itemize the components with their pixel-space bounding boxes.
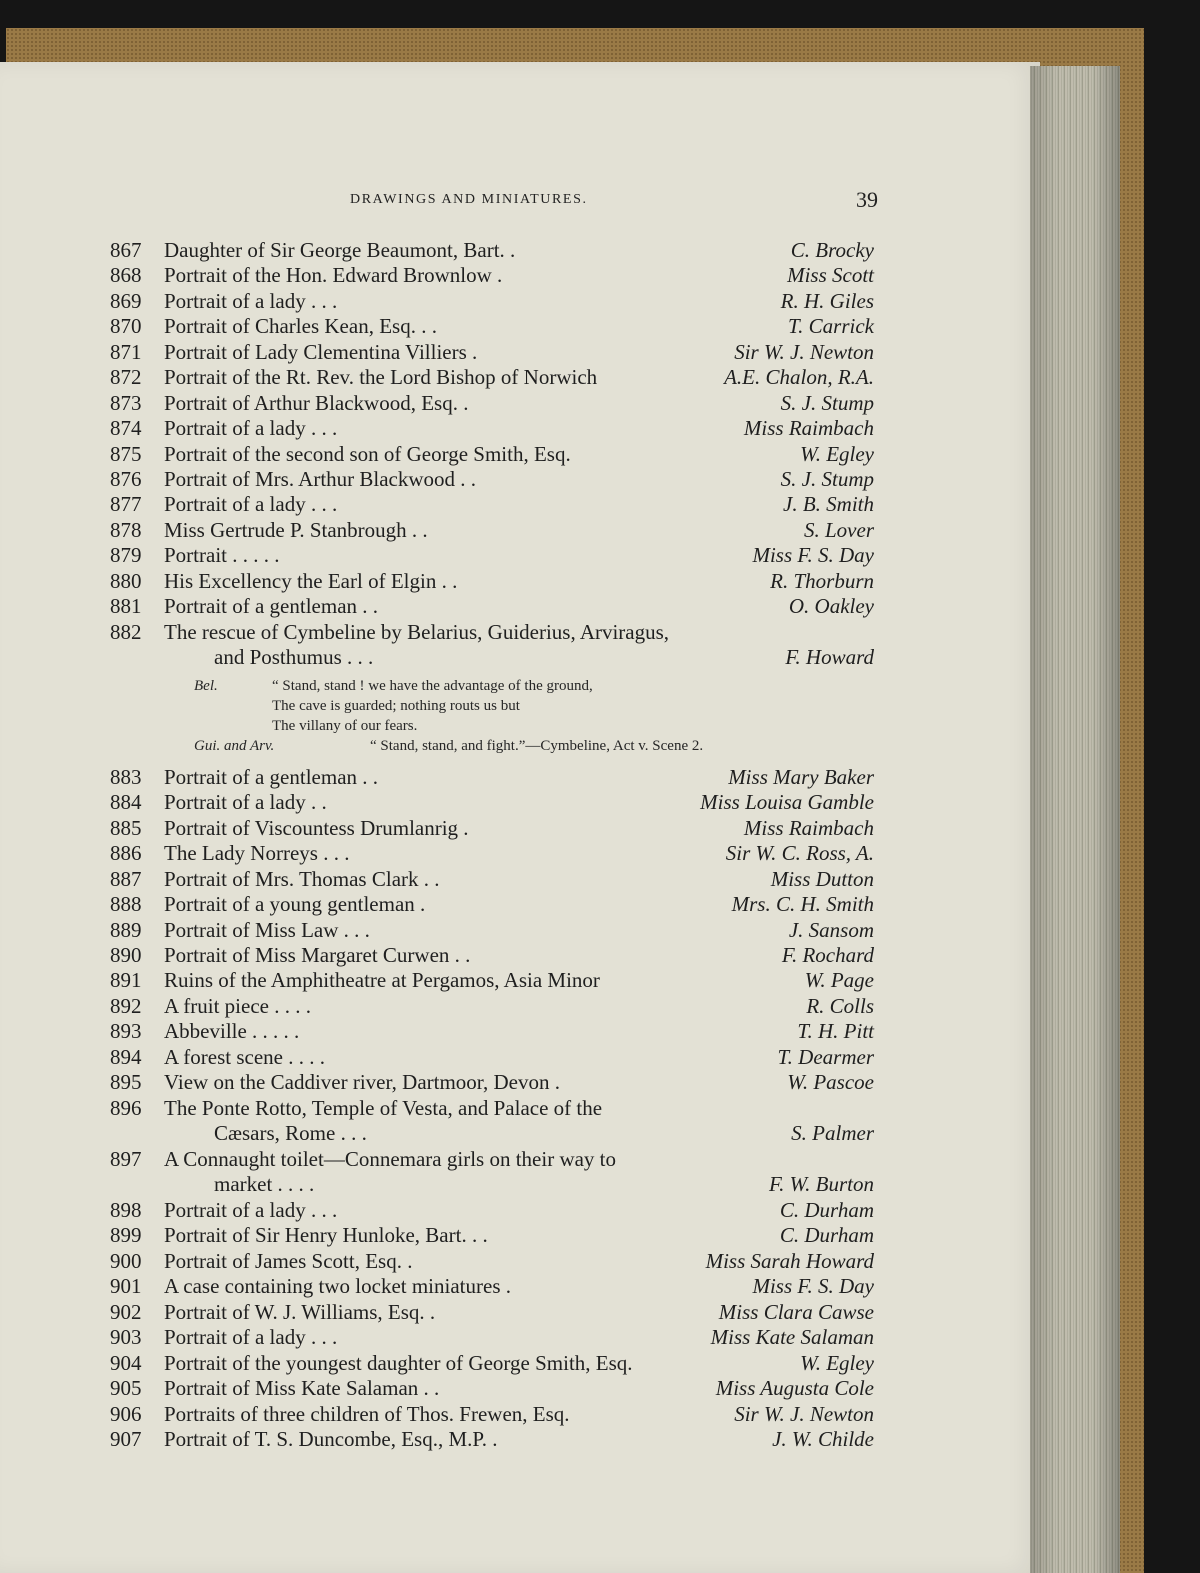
entry-artist: F. Howard xyxy=(785,645,874,669)
page-number: 39 xyxy=(856,187,878,212)
entry-title: Portrait of Mrs. Arthur Blackwood . . xyxy=(164,467,477,491)
entry-artist: S. Lover xyxy=(804,518,874,542)
entry-title: Daughter of Sir George Beaumont, Bart. . xyxy=(164,238,516,262)
catalogue-entry xyxy=(110,1069,880,1095)
entry-artist: Miss Scott xyxy=(787,263,874,287)
entry-title: Portrait of Miss Margaret Curwen . . xyxy=(164,943,471,967)
entry-title: Portrait of the Rt. Rev. the Lord Bishop of Norwich xyxy=(164,365,598,389)
entry-number: 893 xyxy=(110,1019,142,1043)
entry-number: 888 xyxy=(110,892,142,916)
catalogue-entry xyxy=(110,993,880,1019)
catalogue-entry xyxy=(110,1146,880,1172)
quotation-text: The villany of our fears. xyxy=(272,718,418,734)
catalogue-entry xyxy=(110,542,880,568)
entry-title: A case containing two locket miniatures . xyxy=(164,1274,511,1298)
entry-number: 885 xyxy=(110,816,142,840)
entry-number: 904 xyxy=(110,1351,142,1375)
entry-title-continuation: market . . . . xyxy=(214,1172,315,1196)
entry-number: 884 xyxy=(110,790,142,814)
entry-title: Portrait of a gentleman . . xyxy=(164,594,379,618)
entry-number: 887 xyxy=(110,867,142,891)
entry-artist: F. W. Burton xyxy=(768,1172,874,1196)
entry-number: 903 xyxy=(110,1325,142,1349)
catalogue-entry-continuation xyxy=(110,1171,880,1197)
entry-title: Portrait of Miss Kate Salaman . . xyxy=(164,1376,440,1400)
entry-title: View on the Caddiver river, Dartmoor, Devon . xyxy=(164,1070,560,1094)
entry-title: A Connaught toilet—Connemara girls on their way to xyxy=(164,1147,617,1171)
quotation-text: The cave is guarded; nothing routs us but xyxy=(272,698,520,714)
entry-artist: R. Colls xyxy=(806,994,874,1018)
catalogue-entry xyxy=(110,1044,880,1070)
entry-number: 899 xyxy=(110,1223,142,1247)
entry-title: Ruins of the Amphitheatre at Pergamos, Asia Minor xyxy=(164,968,600,992)
entry-number: 896 xyxy=(110,1096,142,1120)
entry-number: 901 xyxy=(110,1274,142,1298)
entry-number: 907 xyxy=(110,1427,142,1451)
catalogue-entry xyxy=(110,942,880,968)
entry-title: Abbeville . . . . . xyxy=(164,1019,300,1043)
catalogue-entry xyxy=(110,619,880,645)
entry-title: Portrait of Charles Kean, Esq. . . xyxy=(164,314,437,338)
entry-number: 906 xyxy=(110,1402,142,1426)
catalogue-entry xyxy=(110,1095,880,1121)
catalogue-entry xyxy=(110,789,880,815)
quotation-speaker: Gui. and Arv. xyxy=(194,738,275,754)
entry-number: 880 xyxy=(110,569,142,593)
catalogue-entry xyxy=(110,967,880,993)
entry-title: Portrait of a lady . . . xyxy=(164,492,338,516)
catalogue-entry xyxy=(110,390,880,416)
catalogue-entry xyxy=(110,364,880,390)
page-header xyxy=(110,187,880,214)
entry-artist: W. Pascoe xyxy=(787,1070,874,1094)
entry-artist: Miss F. S. Day xyxy=(752,1274,874,1298)
entry-number: 867 xyxy=(110,238,142,262)
catalogue-entry xyxy=(110,491,880,517)
quotation-text: “ Stand, stand, and fight.”—Cymbeline, Act v. Scene 2. xyxy=(370,738,704,754)
quotation-text: “ Stand, stand ! we have the advantage of the ground, xyxy=(272,678,593,694)
catalogue-entry xyxy=(110,1222,880,1248)
entry-number: 902 xyxy=(110,1300,142,1324)
catalogue-entry xyxy=(110,441,880,467)
entry-title: Portrait of a lady . . . xyxy=(164,289,338,313)
entry-artist: J. W. Childe xyxy=(772,1427,874,1451)
entry-artist: Sir W. C. Ross, A. xyxy=(725,841,874,865)
entry-title: Portrait . . . . . xyxy=(164,543,280,567)
entry-number: 898 xyxy=(110,1198,142,1222)
entry-title: The rescue of Cymbeline by Belarius, Guiderius, Arviragus, xyxy=(164,620,670,644)
entry-title: Portrait of Miss Law . . . xyxy=(164,918,370,942)
quotation-line xyxy=(110,716,880,736)
catalogue-entry xyxy=(110,313,880,339)
entry-artist: R. Thorburn xyxy=(770,569,874,593)
entry-artist: Sir W. J. Newton xyxy=(734,340,874,364)
entry-number: 868 xyxy=(110,263,142,287)
catalogue-entry xyxy=(110,1426,880,1452)
entry-title-continuation: Cæsars, Rome . . . xyxy=(214,1121,367,1145)
entry-artist: S. J. Stump xyxy=(780,467,874,491)
entry-number: 882 xyxy=(110,620,142,644)
entry-artist: T. Carrick xyxy=(788,314,874,338)
entry-artist: Miss Clara Cawse xyxy=(718,1300,874,1324)
entry-title: Portrait of W. J. Williams, Esq. . xyxy=(164,1300,436,1324)
entry-number: 890 xyxy=(110,943,142,967)
entry-title: Portrait of Mrs. Thomas Clark . . xyxy=(164,867,440,891)
entry-title-continuation: and Posthumus . . . xyxy=(214,645,374,669)
catalogue-entry xyxy=(110,262,880,288)
entry-number: 883 xyxy=(110,765,142,789)
catalogue-entry xyxy=(110,288,880,314)
page-edges-shade xyxy=(1030,66,1120,1573)
entry-number: 889 xyxy=(110,918,142,942)
catalogue-entry xyxy=(110,1018,880,1044)
catalogue-entry xyxy=(110,1401,880,1427)
entry-artist: W. Egley xyxy=(800,442,874,466)
catalogue-entry xyxy=(110,815,880,841)
catalogue-entry xyxy=(110,917,880,943)
entry-artist: O. Oakley xyxy=(788,594,874,618)
entry-number: 869 xyxy=(110,289,142,313)
entry-artist: C. Durham xyxy=(779,1198,874,1222)
entry-artist: Miss Dutton xyxy=(770,867,874,891)
entry-title: Portrait of T. S. Duncombe, Esq., M.P. . xyxy=(164,1427,498,1451)
entry-artist: Miss Raimbach xyxy=(743,816,874,840)
entry-title: Portrait of Sir Henry Hunloke, Bart. . . xyxy=(164,1223,488,1247)
entry-number: 894 xyxy=(110,1045,142,1069)
entry-number: 873 xyxy=(110,391,142,415)
quotation-line xyxy=(110,676,880,696)
entry-number: 877 xyxy=(110,492,142,516)
entry-artist: Miss Mary Baker xyxy=(728,765,874,789)
catalogue-entry xyxy=(110,1273,880,1299)
catalogue-entry-continuation xyxy=(110,644,880,670)
catalogue-entry xyxy=(110,1248,880,1274)
entry-artist: Sir W. J. Newton xyxy=(734,1402,874,1426)
entry-artist: Miss Augusta Cole xyxy=(715,1376,874,1400)
catalogue-entry xyxy=(110,339,880,365)
entry-title: Miss Gertrude P. Stanbrough . . xyxy=(164,518,428,542)
entry-number: 886 xyxy=(110,841,142,865)
entry-title: Portrait of James Scott, Esq. . xyxy=(164,1249,413,1273)
entry-title: A fruit piece . . . . xyxy=(164,994,311,1018)
entry-artist: W. Page xyxy=(804,968,874,992)
entry-artist: W. Egley xyxy=(800,1351,874,1375)
entry-artist: Miss Kate Salaman xyxy=(710,1325,874,1349)
entry-title: Portrait of Lady Clementina Villiers . xyxy=(164,340,478,364)
entry-number: 876 xyxy=(110,467,142,491)
entry-number: 900 xyxy=(110,1249,142,1273)
entry-title: Portrait of a lady . . . xyxy=(164,1325,338,1349)
entry-title: The Lady Norreys . . . xyxy=(164,841,350,865)
entry-artist: T. Dearmer xyxy=(777,1045,874,1069)
entry-number: 881 xyxy=(110,594,142,618)
entry-title: Portrait of the youngest daughter of George Smith, Esq. xyxy=(164,1351,633,1375)
entry-title: Portrait of a young gentleman . xyxy=(164,892,426,916)
quotation-line xyxy=(110,736,880,756)
quotation-speaker: Bel. xyxy=(194,678,218,694)
entry-artist: Mrs. C. H. Smith xyxy=(731,892,874,916)
entry-artist: R. H. Giles xyxy=(780,289,874,313)
entry-artist: Miss Raimbach xyxy=(743,416,874,440)
entry-title: Portrait of Arthur Blackwood, Esq. . xyxy=(164,391,469,415)
entry-title: Portrait of Viscountess Drumlanrig . xyxy=(164,816,469,840)
entry-artist: C. Durham xyxy=(779,1223,874,1247)
entry-title: Portrait of the Hon. Edward Brownlow . xyxy=(164,263,503,287)
entry-number: 905 xyxy=(110,1376,142,1400)
catalogue-entry xyxy=(110,568,880,594)
entry-title: Portrait of a gentleman . . xyxy=(164,765,379,789)
entry-artist: Miss Sarah Howard xyxy=(705,1249,874,1273)
catalogue-entry xyxy=(110,1350,880,1376)
entry-number: 870 xyxy=(110,314,142,338)
entry-number: 874 xyxy=(110,416,142,440)
catalogue-entry xyxy=(110,517,880,543)
catalogue-entry xyxy=(110,866,880,892)
entry-artist: S. Palmer xyxy=(791,1121,874,1145)
entry-title: Portrait of a lady . . . xyxy=(164,1198,338,1222)
entry-number: 892 xyxy=(110,994,142,1018)
catalogue-entry-continuation xyxy=(110,1120,880,1146)
entry-title: Portrait of a lady . . xyxy=(164,790,327,814)
entry-number: 872 xyxy=(110,365,142,389)
entry-number: 875 xyxy=(110,442,142,466)
entry-number: 891 xyxy=(110,968,142,992)
entry-number: 897 xyxy=(110,1147,142,1171)
entry-artist: T. H. Pitt xyxy=(797,1019,874,1043)
entry-title: His Excellency the Earl of Elgin . . xyxy=(164,569,458,593)
entry-artist: S. J. Stump xyxy=(780,391,874,415)
catalogue-entry xyxy=(110,1375,880,1401)
catalogue-entry xyxy=(110,891,880,917)
catalogue-entry xyxy=(110,466,880,492)
catalogue-entry xyxy=(110,840,880,866)
entry-title: Portrait of the second son of George Smith, Esq. xyxy=(164,442,571,466)
catalogue-entry xyxy=(110,237,880,263)
entry-number: 895 xyxy=(110,1070,142,1094)
catalogue-entry xyxy=(110,593,880,619)
quotation-line xyxy=(110,696,880,716)
entry-artist: F. Rochard xyxy=(781,943,874,967)
entry-artist: C. Brocky xyxy=(790,238,874,262)
catalogue-entry xyxy=(110,1299,880,1325)
catalogue-entry xyxy=(110,764,880,790)
entry-artist: Miss Louisa Gamble xyxy=(700,790,874,814)
entry-title: Portraits of three children of Thos. Frewen, Esq. xyxy=(164,1402,570,1426)
entry-artist: A.E. Chalon, R.A. xyxy=(724,365,874,389)
entry-number: 871 xyxy=(110,340,142,364)
entry-title: A forest scene . . . . xyxy=(164,1045,325,1069)
catalogue-entry xyxy=(110,415,880,441)
entry-title: The Ponte Rotto, Temple of Vesta, and Palace of the xyxy=(164,1096,603,1120)
entry-artist: J. B. Smith xyxy=(783,492,874,516)
entry-artist: Miss F. S. Day xyxy=(752,543,874,567)
entry-artist: J. Sansom xyxy=(788,918,874,942)
entry-title: Portrait of a lady . . . xyxy=(164,416,338,440)
catalogue-entry xyxy=(110,1324,880,1350)
running-title: DRAWINGS AND MINIATURES. xyxy=(350,192,588,207)
entry-number: 878 xyxy=(110,518,142,542)
entry-number: 879 xyxy=(110,543,142,567)
catalogue-entry xyxy=(110,1197,880,1223)
